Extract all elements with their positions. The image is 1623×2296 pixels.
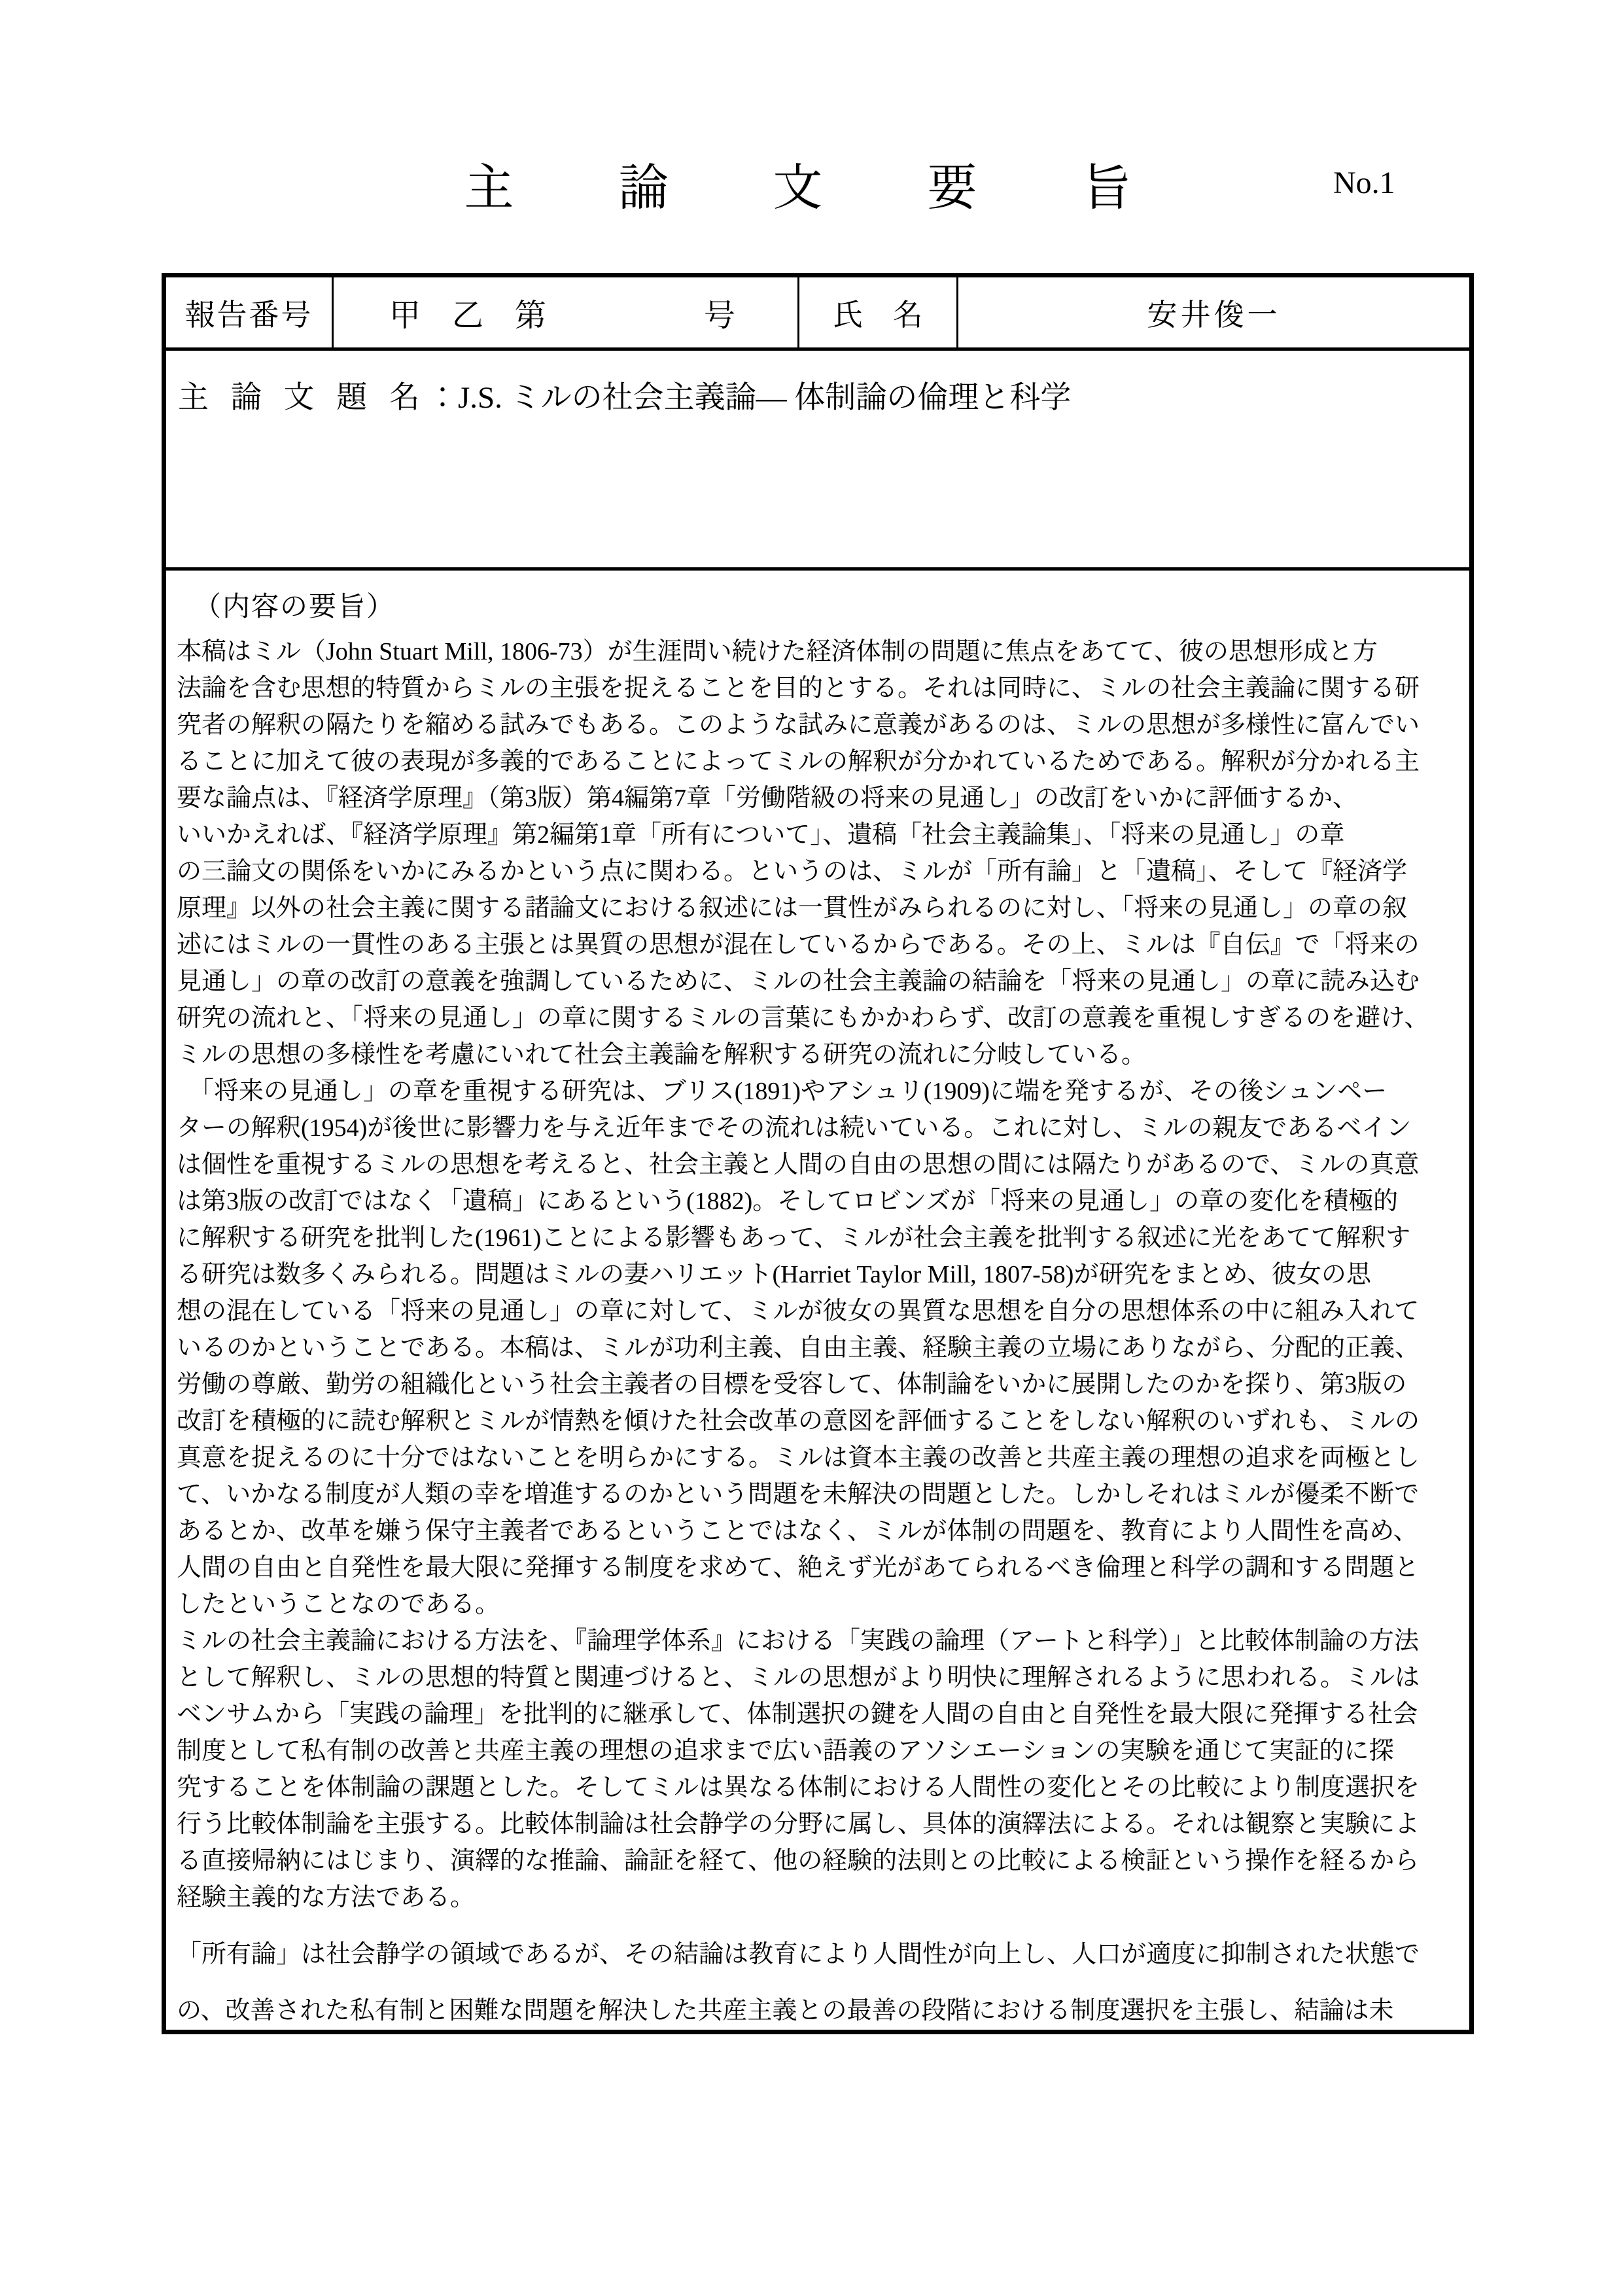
report-number-label: 報告番号 xyxy=(184,298,313,332)
name-value: 安井俊一 xyxy=(1147,298,1281,332)
abstract-line: 要な論点は、『経済学原理』（第3版）第4編第7章「労働階級の将来の見通し」の改訂をいかに評価するか、 xyxy=(177,785,1358,812)
abstract-line: 研究の流れと、「将来の見通し」の章に関するミルの言葉にもかかわらず、改訂の意義を重視しすぎるのを避け、 xyxy=(177,1004,1429,1032)
abstract-line: ミルの思想の多様性を考慮にいれて社会主義論を解釈する研究の流れに分岐している。 xyxy=(177,1041,1147,1069)
abstract-heading: （内容の要旨） xyxy=(194,592,396,622)
abstract-paragraph xyxy=(177,633,1459,1073)
name-label: 氏 名 xyxy=(833,298,923,332)
abstract-line: 原理』以外の社会主義に関する諸論文における叙述には一貫性がみられるのに対し、「将来の見通し」の章の叙 xyxy=(177,894,1408,922)
report-number-prefix: 甲 乙 第 xyxy=(389,298,547,333)
header-row xyxy=(166,277,1469,351)
abstract-line: ミルの社会主義論における方法を、『論理学体系』における「実践の論理（アートと科学）」と比較体制論の方法 xyxy=(177,1627,1419,1655)
abstract-paragraph xyxy=(177,1926,1459,2039)
abstract-line: として解釈し、ミルの思想的特質と関連づけると、ミルの思想がより明快に理解されるように思われる。ミルは xyxy=(177,1664,1420,1691)
thesis-title-row xyxy=(166,351,1469,571)
thesis-title-separator: ： xyxy=(427,381,458,415)
form-table xyxy=(162,273,1474,2034)
abstract-line: 真意を捉えるのに十分ではないことを明らかにする。ミルは資本主義の改善と共産主義の理想の追求を両極とし xyxy=(177,1444,1420,1472)
name-label-cell xyxy=(799,277,958,347)
abstract-paragraph xyxy=(177,1623,1459,1916)
page-title: 主 論 文 要 旨 xyxy=(464,161,1159,216)
abstract-line: いるのかということである。本稿は、ミルが功利主義、自由主義、経験主義の立場にありながら、分配的正義、 xyxy=(177,1334,1420,1362)
abstract-line: ることに加えて彼の表現が多義的であることによってミルの解釈が分かれているためである。解釈が分かれる主 xyxy=(177,748,1420,775)
abstract-line: 本稿はミル（John Stuart Mill, 1806-73）が生涯問い続けた経済体制の問題に焦点をあてて、彼の思想形成と方 xyxy=(177,638,1378,665)
abstract-line: 行う比較体制論を主張する。比較体制論は社会静学の分野に属し、具体的演繹法による。それは観察と実験によ xyxy=(177,1810,1420,1838)
abstract-line: に解釈する研究を批判した(1961)ことによる影響もあって、ミルが社会主義を批判する叙述に光をあてて解釈す xyxy=(177,1224,1411,1252)
abstract-row xyxy=(166,571,1469,2039)
name-value-cell xyxy=(958,277,1469,347)
page-number: No.1 xyxy=(1333,166,1395,200)
abstract-line: 人間の自由と自発性を最大限に発揮する制度を求めて、絶えず光があてられるべき倫理と科学の調和する問題と xyxy=(177,1554,1420,1581)
abstract-line: は個性を重視するミルの思想を考えると、社会主義と人間の自由の思想の間には隔たりがあるので、ミルの真意 xyxy=(177,1151,1420,1178)
abstract-line: いいかえれば、『経済学原理』第2編第1章「所有について」、遺稿「社会主義論集」、「将来の見通し」の章 xyxy=(177,821,1345,849)
abstract-line: は第3版の改訂ではなく「遺稿」にあるという(1882)。そしてロビンズが「将来の見通し」の章の変化を積極的 xyxy=(177,1188,1399,1215)
abstract-line: 制度として私有制の改善と共産主義の理想の追求まで広い語義のアソシエーションの実験を通じて実証的に探 xyxy=(177,1737,1394,1765)
abstract-line: ベンサムから「実践の論理」を批判的に継承して、体制選択の鍵を人間の自由と自発性を最大限に発揮する社会 xyxy=(177,1701,1418,1728)
abstract-line: あるとか、改革を嫌う保守主義者であるということではなく、ミルが体制の問題を、教育により人間性を高め、 xyxy=(177,1517,1418,1545)
abstract-line: 述にはミルの一貫性のある主張とは異質の思想が混在しているからである。その上、ミルは『自伝』で「将来の xyxy=(177,931,1420,959)
abstract-line: る直接帰納にはじまり、演繹的な推論、論証を経て、他の経験的法則との比較による検証という操作を経るから xyxy=(177,1847,1420,1875)
abstract-line: の三論文の関係をいかにみるかという点に関わる。というのは、ミルが「所有論」と「遺稿」、そして『経済学 xyxy=(177,858,1408,885)
thesis-title-label: 主 論 文 題 名 xyxy=(178,381,427,415)
abstract-line: 見通し」の章の改訂の意義を強調しているために、ミルの社会主義論の結論を「将来の見通し」の章に読み込む xyxy=(177,968,1420,995)
abstract-line: 経験主義的な方法である。 xyxy=(177,1884,476,1911)
abstract-line: 労働の尊厳、勤労の組織化という社会主義者の目標を受容して、体制論をいかに展開したのかを探り、第3版の xyxy=(177,1371,1407,1398)
abstract-line: 想の混在している「将来の見通し」の章に対して、ミルが彼女の異質な思想を自分の思想体系の中に組み入れて xyxy=(177,1298,1420,1325)
abstract-line: の、改善された私有制と困難な問題を解決した共産主義との最善の段階における制度選択を主張し、結論は未 xyxy=(177,1997,1394,2024)
abstract-line: 「将来の見通し」の章を重視する研究は、ブリス(1891)やアシュリ(1909)に端を発するが、その後シュンペー xyxy=(177,1078,1387,1105)
abstract-line: 究することを体制論の課題とした。そしてミルは異なる体制における人間性の変化とその比較により制度選択を xyxy=(177,1774,1420,1801)
abstract-line: ターの解釈(1954)が後世に影響力を与え近年までその流れは続いている。これに対し、ミルの親友であるベイン xyxy=(177,1114,1412,1142)
abstract-line: 「所有論」は社会静学の領域であるが、その結論は教育により人間性が向上し、人口が適度に抑制された状態で xyxy=(177,1941,1420,1968)
thesis-title-value: J.S. ミルの社会主義論― 体制論の倫理と科学 xyxy=(458,381,1072,415)
report-number-label-cell xyxy=(166,277,334,347)
abstract-line: したということなのである。 xyxy=(177,1591,500,1618)
abstract-body xyxy=(177,633,1459,2039)
abstract-line: る研究は数多くみられる。問題はミルの妻ハリエット(Harriet Taylor Mill, 1807-58)が研究をまとめ、彼女の思 xyxy=(177,1261,1371,1288)
report-number-suffix: 号 xyxy=(703,298,735,333)
abstract-paragraph xyxy=(177,1073,1459,1623)
report-number-value-cell xyxy=(334,277,799,347)
abstract-line: 改訂を積極的に読む解釈とミルが情熱を傾けた社会改革の意図を評価することをしない解釈のいずれも、ミルの xyxy=(177,1407,1420,1435)
abstract-line: 法論を含む思想的特質からミルの主張を捉えることを目的とする。それは同時に、ミルの社会主義論に関する研 xyxy=(177,675,1420,702)
abstract-line: て、いかなる制度が人類の幸を増進するのかという問題を未解決の問題とした。しかしそれはミルが優柔不断で xyxy=(177,1481,1420,1508)
abstract-line: 究者の解釈の隔たりを縮める試みでもある。このような試みに意義があるのは、ミルの思想が多様性に富んでい xyxy=(177,711,1420,739)
